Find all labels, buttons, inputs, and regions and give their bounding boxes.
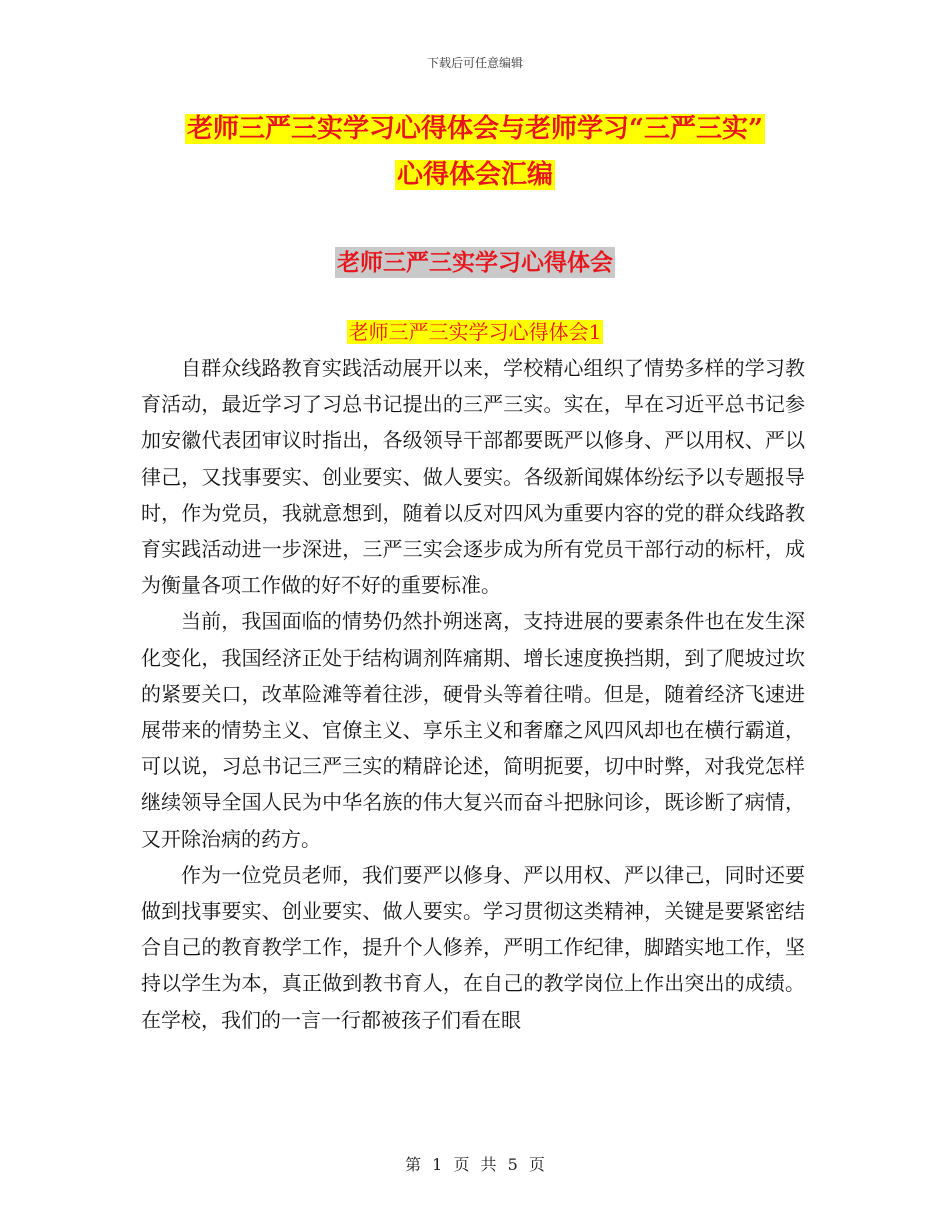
page-footer: 第 1 页 共 5 页 bbox=[405, 1155, 545, 1174]
sub-heading-text: 老师三严三实学习心得体会1 bbox=[348, 320, 602, 344]
body-text bbox=[141, 350, 805, 1038]
paragraph: 作为一位党员老师，我们要严以修身、严以用权、严以律己，同时还要做到找事要实、创业要实、做人要实。学习贯彻这类精神，关键是要紧密结合自己的教育教学工作，提升个人修养，严明工作纪律，脚踏实地工作，坚持以学生为本，真正做到教书育人，在自己的教学岗位上作出突出的成绩。在学校，我们的一言一行都被孩子们看在眼 bbox=[141, 862, 805, 1032]
paragraph: 自群众线路教育实践活动展开以来，学校精心组织了情势多样的学习教育活动，最近学习了习总书记提出的三严三实。实在，早在习近平总书记参加安徽代表团审议时指出，各级领导干部都要既严以修身、严以用权、严以律己，又找事要实、创业要实、做人要实。各级新闻媒体纷纭予以专题报导时，作为党员，我就意想到，随着以反对四风为重要内容的党的群众线路教育实践活动进一步深进，三严三实会逐步成为所有党员干部行动的标杆，成为衡量各项工作做的好不好的重要标准。 bbox=[141, 356, 805, 598]
section-heading bbox=[0, 244, 950, 277]
document-title-line-1: 老师三严三实学习心得体会与老师学习“三严三实” bbox=[187, 114, 763, 144]
document-title-line-2: 心得体会汇编 bbox=[396, 160, 553, 190]
paragraph: 当前，我国面临的情势仍然扑朔迷离，支持进展的要素条件也在发生深化变化，我国经济正处于结构调剂阵痛期、增长速度换挡期，到了爬坡过坎的紧要关口，改革险滩等着往涉，硬骨头等着往啃。但是，随着经济飞速进展带来的情势主义、官僚主义、享乐主义和奢靡之风四风却也在横行霸道，可以说，习总书记三严三实的精辟论述，简明扼要，切中时弊，对我党怎样继续领导全国人民为中华名族的伟大复兴而奋斗把脉问诊，既诊断了病情，又开除治病的药方。 bbox=[141, 609, 805, 851]
section-heading-text: 老师三严三实学习心得体会 bbox=[337, 249, 613, 276]
document-title bbox=[140, 106, 810, 198]
sub-heading bbox=[0, 316, 950, 345]
page-header-note: 下载后可任意编辑 bbox=[426, 56, 523, 70]
